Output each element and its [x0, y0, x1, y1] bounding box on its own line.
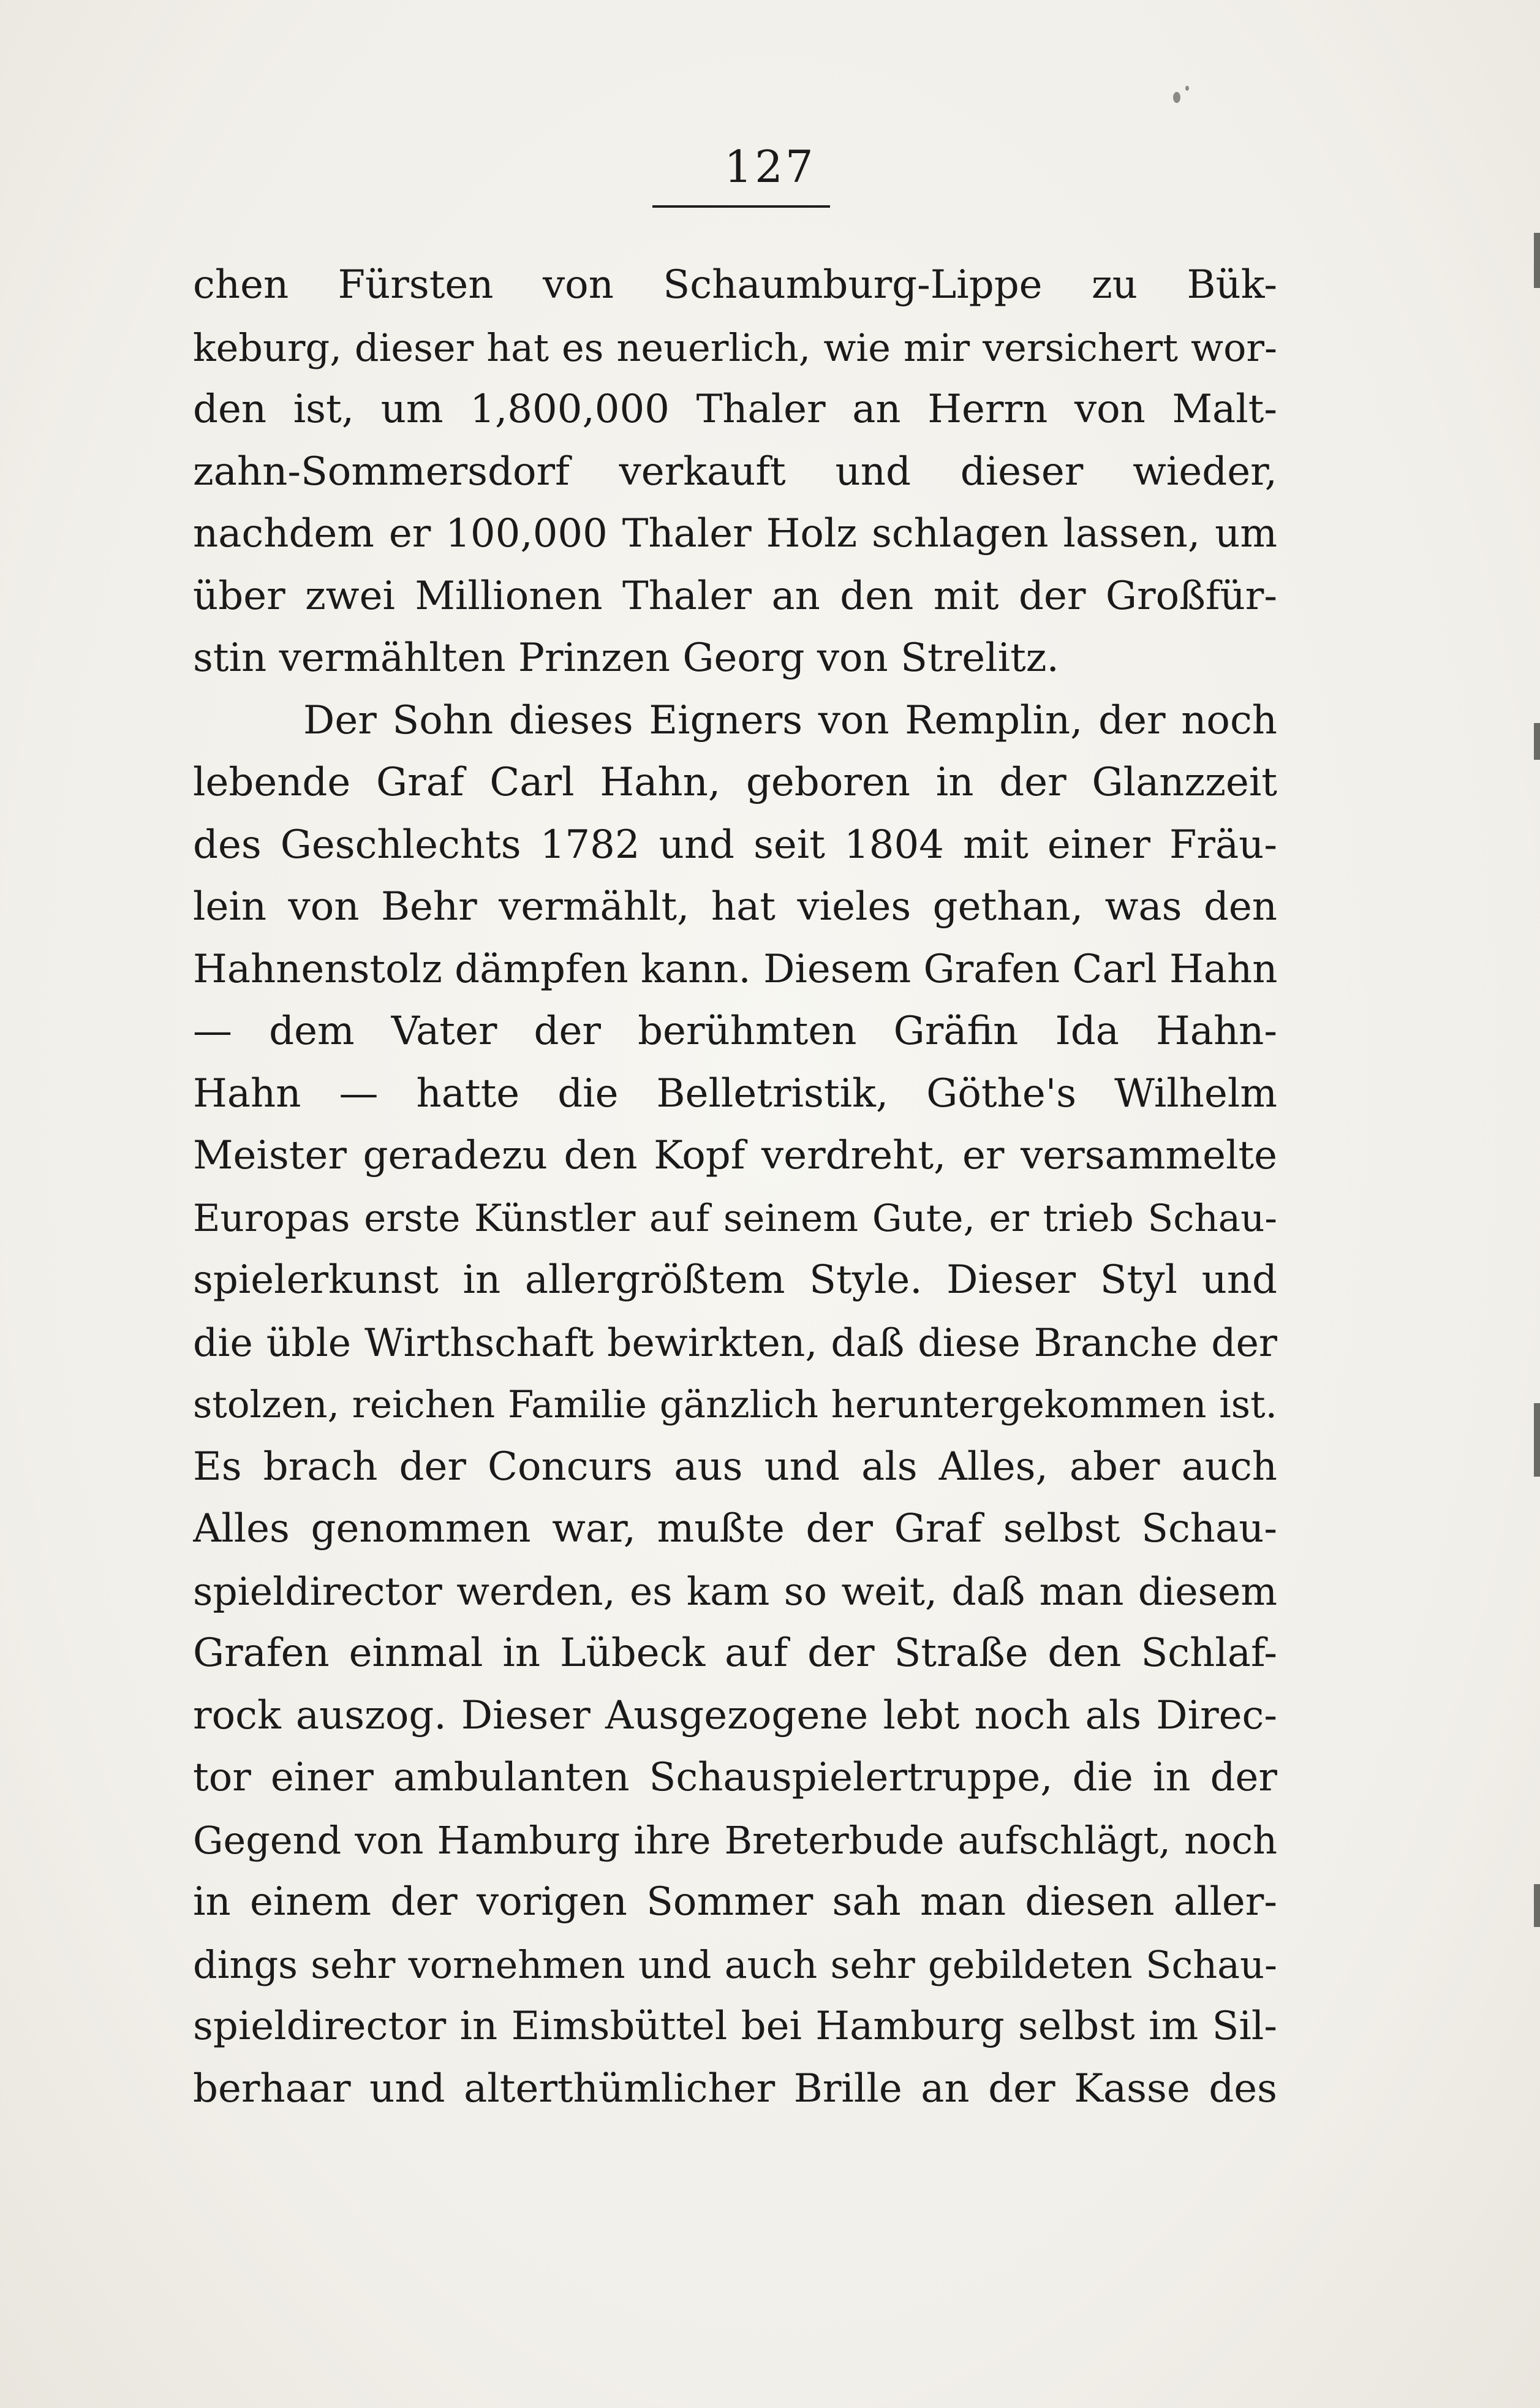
text-line: spieldirector in Eimsbüttel bei Hamburg selbst im Sil- [193, 2004, 1277, 2049]
text-line: des Geschlechts 1782 und seit 1804 mit einer Fräu- [193, 822, 1277, 868]
text-line: stin vermählten Prinzen Georg von Strelitz. [193, 635, 1059, 681]
text-line: Meister geradezu den Kopf verdreht, er versammelte [193, 1133, 1277, 1178]
page-edge-mark [1534, 1884, 1540, 1927]
page-edge-mark [1534, 723, 1540, 760]
text-line: — dem Vater der berühmten Gräfin Ida Hahn- [193, 1009, 1277, 1054]
text-line: den ist, um 1,800,000 Thaler an Herrn von Malt- [193, 387, 1277, 432]
text-line: Europas erste Künstler auf seinem Gute, er trieb Schau- [193, 1196, 1277, 1240]
text-line: Gegend von Hamburg ihre Breterbude aufschlägt, noch [193, 1817, 1277, 1863]
text-line: lein von Behr vermählt, hat vieles gethan, was den [193, 884, 1277, 930]
page-edge-mark [1534, 233, 1540, 288]
text-line: rock auszog. Dieser Ausgezogene lebt noch als Direc- [193, 1692, 1277, 1738]
text-line: spieldirector werden, es kam so weit, daß man diesem [193, 1569, 1277, 1614]
page-number: 127 [724, 141, 816, 192]
text-line: spielerkunst in allergrößtem Style. Dieser Styl und [193, 1257, 1277, 1303]
text-line: Hahn — hatte die Belletristik, Göthe's Wilhelm [193, 1070, 1277, 1116]
text-line: Alles genommen war, mußte der Graf selbst Schau- [193, 1506, 1277, 1551]
text-line: lebende Graf Carl Hahn, geboren in der Glanzzeit [193, 760, 1277, 805]
text-line: dings sehr vornehmen und auch sehr gebildeten Schau- [193, 1942, 1277, 1987]
text-line: zahn-Sommersdorf verkauft und dieser wieder, [193, 449, 1277, 494]
paper-speck [1173, 92, 1180, 103]
text-line: Grafen einmal in Lübeck auf der Straße den Schlaf- [193, 1630, 1277, 1676]
text-line: in einem der vorigen Sommer sah man diesen aller- [193, 1879, 1277, 1925]
text-line: Es brach der Concurs aus und als Alles, aber auch [193, 1444, 1277, 1490]
text-line: keburg, dieser hat es neuerlich, wie mir versichert wor- [193, 325, 1277, 370]
paragraph-start-line: Der Sohn dieses Eigners von Remplin, der noch [303, 697, 1277, 743]
paper-speck [1185, 86, 1189, 91]
text-line: chen Fürsten von Schaumburg-Lippe zu Bük- [193, 262, 1277, 308]
text-line: Hahnenstolz dämpfen kann. Diesem Grafen Carl Hahn [193, 946, 1277, 992]
text-line: tor einer ambulanten Schauspielertruppe, die in der [193, 1755, 1277, 1800]
text-line: die üble Wirthschaft bewirkten, daß diese Branche der [193, 1320, 1277, 1365]
text-line: über zwei Millionen Thaler an den mit der Großfür- [193, 573, 1277, 619]
page-number-rule [652, 205, 830, 208]
page-edge-mark [1534, 1403, 1540, 1477]
text-line: stolzen, reichen Familie gänzlich heruntergekommen ist. [193, 1383, 1277, 1426]
text-line: berhaar und alterthümlicher Brille an der Kasse des [193, 2065, 1277, 2111]
body-text [193, 254, 1277, 2120]
text-line: nachdem er 100,000 Thaler Holz schlagen lassen, um [193, 511, 1277, 556]
